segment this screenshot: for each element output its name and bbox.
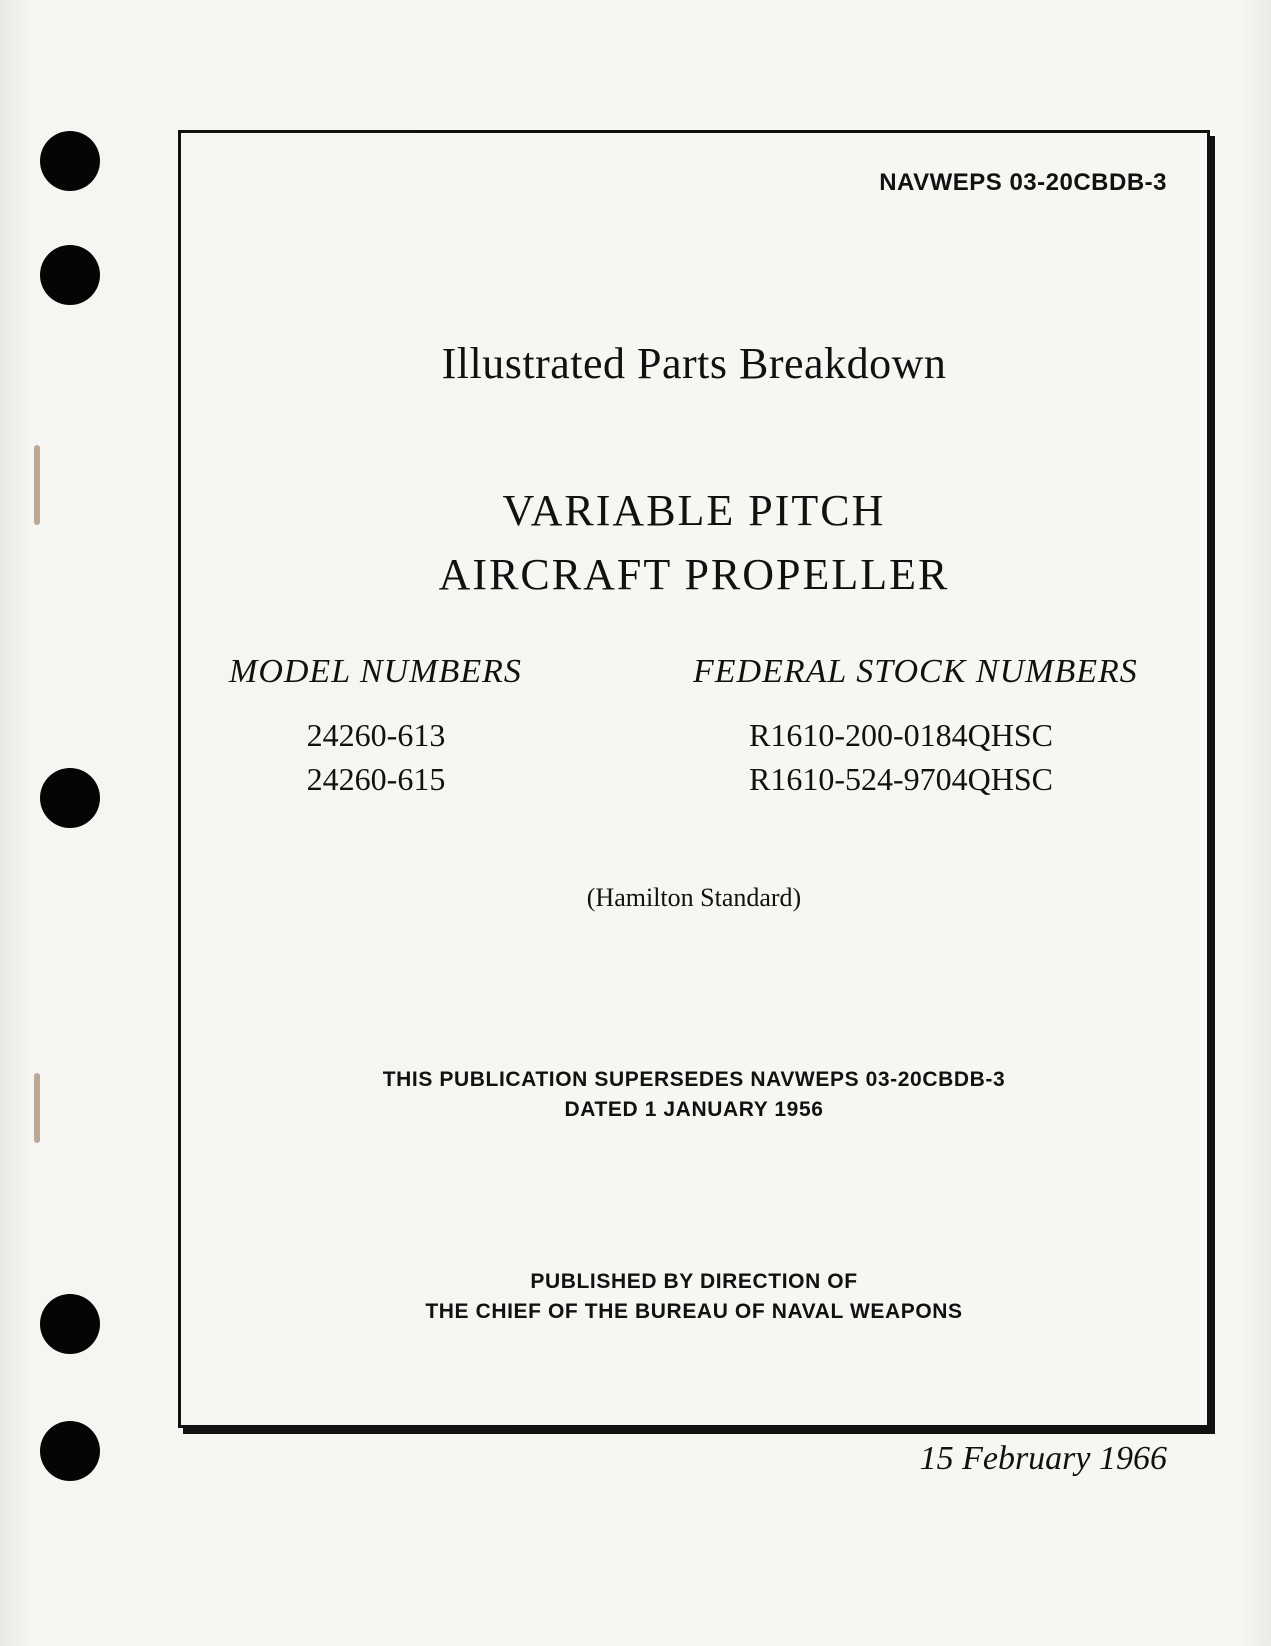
model-numbers-list <box>271 713 481 801</box>
binder-hole <box>40 768 100 828</box>
manufacturer: (Hamilton Standard) <box>586 883 802 912</box>
binder-hole <box>40 131 100 191</box>
cover-frame <box>178 130 1210 1428</box>
document-number: NAVWEPS 03-20CBDB-3 <box>879 169 1167 196</box>
subject-line-1: VARIABLE PITCH <box>502 486 886 535</box>
publication-title: Illustrated Parts Breakdown <box>441 339 947 388</box>
publisher-line-2: THE CHIEF OF THE BUREAU OF NAVAL WEAPONS <box>425 1300 963 1323</box>
binder-hole <box>40 245 100 305</box>
stock-number: R1610-200-0184QHSC <box>748 717 1053 753</box>
publisher-notice <box>181 1267 1207 1327</box>
rust-stain <box>34 445 40 525</box>
model-number: 24260-613 <box>306 717 446 753</box>
binder-hole <box>40 1421 100 1481</box>
supersedes-line-1: THIS PUBLICATION SUPERSEDES NAVWEPS 03-20CBDB-3 <box>382 1068 1006 1091</box>
stock-numbers-list <box>701 713 1101 801</box>
supersedes-notice <box>181 1065 1207 1125</box>
rust-stain <box>34 1073 40 1143</box>
publisher-line-1: PUBLISHED BY DIRECTION OF <box>530 1270 858 1293</box>
supersedes-line-2: DATED 1 JANUARY 1956 <box>564 1098 824 1121</box>
binder-hole <box>40 1294 100 1354</box>
model-numbers-header: MODEL NUMBERS <box>229 653 522 690</box>
subject-line-2: AIRCRAFT PROPELLER <box>438 550 950 599</box>
model-number: 24260-615 <box>306 761 446 797</box>
stock-numbers-header: FEDERAL STOCK NUMBERS <box>693 653 1138 690</box>
issue-date: 15 February 1966 <box>919 1440 1167 1477</box>
stock-number: R1610-524-9704QHSC <box>748 761 1053 797</box>
